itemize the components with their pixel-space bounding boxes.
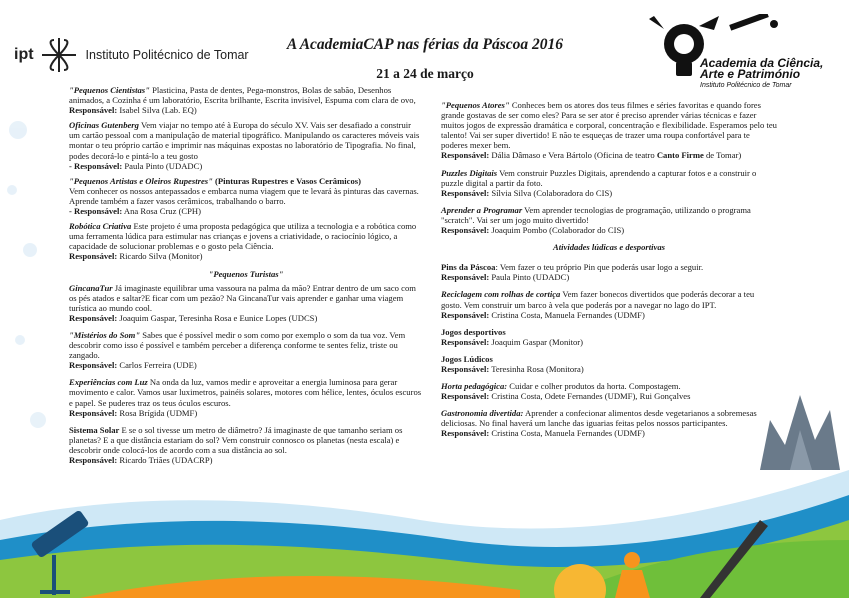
activity-reciclagem-rolhas: Reciclagem com rolhas de cortiça Vem fazer bonecos divertidos que poderás decorar a teu gosto. Vem construir um barco à vela que poderás por a navegar no lago do IPT. Responsável: Cristina Costa, Manuela Fernandes (UDMF) bbox=[441, 289, 755, 320]
academia-line-1: Academia da Ciência, bbox=[700, 56, 824, 70]
academia-wordmark bbox=[700, 58, 823, 91]
ipt-wordmark: ipt bbox=[14, 46, 34, 63]
activity-aprender-a-programar: Aprender a Programar Vem aprender tecnologias de programação, utilizando o programa "scratch". Vai ser um jogo muito divertido! Responsável: Joaquim Pombo (Colaborador do CIS) bbox=[441, 204, 751, 236]
page-title: A AcademiaCAP nas férias da Páscoa 2016 bbox=[286, 36, 564, 53]
activity-pins-da-pascoa: Pins da Páscoa: Vem fazer o teu próprio Pin que poderás usar logo a seguir. Responsável: Paula Pinto (UDADC) bbox=[441, 262, 704, 283]
activity-puzzles-digitais: Puzzles Digitais Vem construir Puzzles Digitais, aprendendo a capturar fotos e a construir o puzzle digital a partir da foto. Responsável: Sílvia Silva (Colaboradora do CIS) bbox=[441, 167, 757, 198]
activity-jogos-ludicos: Jogos Lúdicos Responsável: Teresinha Rosa (Monitora) bbox=[441, 353, 584, 374]
ipt-logo bbox=[14, 36, 249, 74]
ipt-emblem-icon bbox=[40, 36, 78, 74]
institution-name: Instituto Politécnico de Tomar bbox=[85, 48, 249, 62]
activity-experiencias-com-luz: Experiências com Luz Na onda da luz, vamos medir e aproveitar a energia luminosa para gerar movimento e calor. Vamos usar luximetros, painéis solares, motores com hélice, lentes, óculos escuros e papel. Se puderes traz os teus óculos escuros. Responsável: Rosa Brígida (UDMF) bbox=[69, 377, 422, 418]
activity-gincanatur: GincanaTur Já imaginaste equilibrar uma vassoura na palma da mão? Entrar dentro de um saco com os pés atados e saltar?E ficar com um pezão? Na GincanaTur vais aprender e ganhar uma viagem turística ao mundo cool. Responsável: Joaquim Gaspar, Teresinha Rosa e Eunice Lopes (UDCS) bbox=[69, 282, 416, 323]
activity-misterios-do-som: "Mistérios do Som" Sabes que é possível medir o som como por exemplo o som da tua voz. Vem descobrir como isso é possível e também perceber a diferença conforme te sentes feliz, triste ou zangado. Responsável: Carlos Ferreira (UDE) bbox=[69, 329, 406, 371]
activity-pequenos-artistas: "Pequenos Artistas e Oleiros Rupestres" (Pinturas Rupestres e Vasos Cerâmicos) Vem conhecer os nossos antepassados e embarca numa viagem que te levará às pinturas das cavernas. Aprende também a fazer vasos cerâmicos, trabalhando o barro. - Responsável: Ana Rosa Cruz (CPH) bbox=[69, 175, 419, 217]
activity-gastronomia-divertida: Gastronomia divertida: Aprender a confecionar alimentos desde vegetarianos a sobremesas deliciosas. No final haverá um lanche das iguarias feitas pelos nossos participantes. Responsável: Cristina Costa, Manuela Fernandes (UDMF) bbox=[441, 408, 757, 439]
activity-sistema-solar: Sistema Solar E se o sol tivesse um metro de diâmetro? Já imaginaste de que tamanho seriam os planetas? E a que distância estariam do sol? Vem construir connosco os planetas (nesta escala) e descobrir onde colocá-los de acordo com a sua distância ao sol. Responsável: Ricardo Triães (UDACRP) bbox=[69, 424, 403, 465]
right-column bbox=[441, 100, 777, 446]
activity-horta-pedagogica: Horta pedagógica: Cuidar e colher produtos da horta. Compostagem. Responsável: Cristina Costa, Odete Fernandes (UDMF), Rui Gonçalves bbox=[441, 381, 691, 402]
left-column bbox=[69, 85, 423, 472]
section-atividades-ludicas: Atividades lúdicas e desportivas bbox=[553, 242, 665, 253]
academia-line-2: Arte e Património bbox=[700, 67, 801, 81]
section-pequenos-turistas: "Pequenos Turistas" bbox=[208, 268, 284, 279]
activity-pequenos-cientistas: "Pequenos Cientistas" Plasticina, Pasta de dentes, Pega-monstros, Bolas de sabão, Desenhos animados, a Cozinha é um laboratório, Escrita brilhante, Escrita invisível, Espuma com clara de ovo, Responsável: Isabel Silva (Lab. EQ) bbox=[69, 85, 416, 116]
activity-pequenos-atores: "Pequenos Atores" Conheces bem os atores dos teus filmes e séries favoritas e quando fores grande gostavas de ser como eles? Para se ser ator é preciso aprender várias técnicas e fazer muitos jogos de expressão dramática e corporal, concentração e flexibilidade. Esperamos pelo teu talento! Vai ser super divertido! E não te esqueças de trazer uma roupa confortável para te poderes mexer bem. Responsável: Dália Dâmaso e Vera Bártolo (Oficina de teatro Canto Firme de Tomar) bbox=[441, 100, 777, 161]
event-dates: 21 a 24 de março bbox=[376, 66, 474, 81]
academia-line-3: Instituto Politécnico de Tomar bbox=[700, 82, 792, 89]
activity-robotica-criativa: Robótica Criativa Este projeto é uma proposta pedagógica que utiliza a tecnologia e a robótica como uma ferramenta lúdica para estimular nas crianças e jovens a criatividade, o raciocínio lógico, a capacidade de solucionar problemas e o gosto pela Ciência. Responsável: Ricardo Silva (Monitor) bbox=[69, 221, 417, 262]
activity-oficinas-gutenberg: Oficinas Gutenberg Vem viajar no tempo até à Europa do século XV. Vais ser desafiado a construir um cartão pessoal com a manipulação de material tipográfico. Manipulando os caracteres móveis vais montar o teu próprio cartão e imprimir nas máquinas expostas no laboratório de Tipografia. No final, podes decorá-lo e pintá-lo a teu gosto - Responsável: Paula Pinto (UDADC) bbox=[69, 120, 420, 171]
activity-jogos-desportivos: Jogos desportivos Responsável: Joaquim Gaspar (Monitor) bbox=[441, 326, 584, 347]
